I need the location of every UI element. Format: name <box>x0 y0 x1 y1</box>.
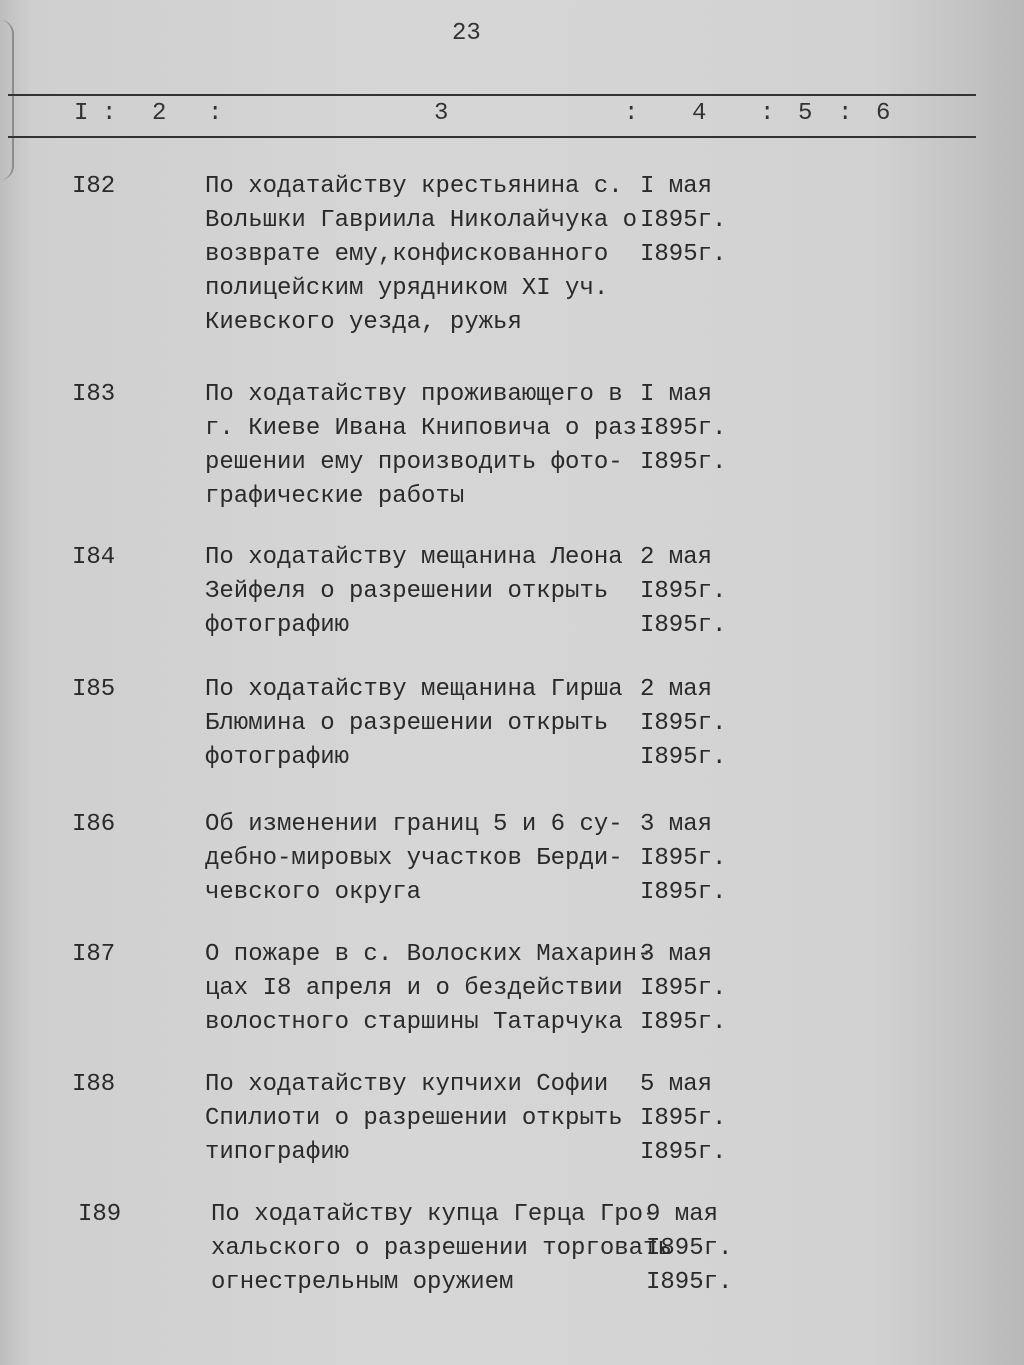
header-top-rule <box>8 94 976 96</box>
entry-number: I87 <box>72 941 116 968</box>
entry-description <box>211 1198 672 1300</box>
description-line: Блюмина о разрешении открыть <box>205 710 609 737</box>
date-line: I895г. <box>640 612 727 639</box>
date-line: 3 мая <box>640 941 713 968</box>
date-line: 3 мая <box>640 811 713 838</box>
description-line: Вольшки Гавриила Николайчука о <box>205 207 638 234</box>
description-line: Об изменении границ 5 и 6 су- <box>205 811 623 838</box>
entry-description <box>205 808 623 910</box>
description-line: полицейским урядником XI уч. <box>205 275 609 302</box>
column-separator: : <box>102 100 117 127</box>
date-line: 2 мая <box>640 544 713 571</box>
entry-dates <box>640 378 726 480</box>
description-line: типографию <box>205 1139 350 1166</box>
description-line: По ходатайству купца Герца Гро- <box>211 1201 658 1228</box>
entry-number: I85 <box>72 676 116 703</box>
date-line: I895г. <box>640 578 727 605</box>
entry-number: I86 <box>72 811 116 838</box>
date-line: 9 мая <box>646 1201 719 1228</box>
date-line: I мая <box>640 173 713 200</box>
description-line: г. Киеве Ивана Книповича о раз- <box>205 415 652 442</box>
description-line: графические работы <box>205 483 465 510</box>
description-line: волостного старшины Татарчука <box>205 1009 623 1036</box>
column-header: 4 <box>692 100 707 127</box>
date-line: I895г. <box>640 449 727 476</box>
date-line: I895г. <box>640 975 727 1002</box>
entry-description <box>205 673 623 775</box>
date-line: I895г. <box>640 845 727 872</box>
column-header: 3 <box>434 100 449 127</box>
description-line: Киевского уезда, ружья <box>205 309 522 336</box>
date-line: I895г. <box>640 879 727 906</box>
entry-dates <box>640 808 726 910</box>
description-line: По ходатайству крестьянина с. <box>205 173 623 200</box>
entry-dates <box>646 1198 732 1300</box>
column-header: 6 <box>876 100 891 127</box>
column-separator: : <box>624 100 639 127</box>
entry-description <box>205 170 637 340</box>
description-line: Спилиоти о разрешении открыть <box>205 1105 623 1132</box>
entry-number: I82 <box>72 173 116 200</box>
entry-dates <box>640 938 726 1040</box>
description-line: По ходатайству купчихи Софии <box>205 1071 609 1098</box>
description-line: По ходатайству мещанина Леона <box>205 544 623 571</box>
column-header: I <box>74 100 89 127</box>
entry-number: I83 <box>72 381 116 408</box>
column-header: 5 <box>798 100 813 127</box>
page-number: 23 <box>452 20 481 47</box>
description-line: По ходатайству мещанина Гирша <box>205 676 623 703</box>
date-line: 5 мая <box>640 1071 713 1098</box>
entry-dates <box>640 541 726 643</box>
date-line: 2 мая <box>640 676 713 703</box>
description-line: цах I8 апреля и о бездействии <box>205 975 623 1002</box>
description-line: фотографию <box>205 612 350 639</box>
entry-dates <box>640 1068 726 1170</box>
date-line: I895г. <box>640 744 727 771</box>
entry-number: I84 <box>72 544 116 571</box>
description-line: огнестрельным оружием <box>211 1269 514 1296</box>
entry-number: I89 <box>78 1201 122 1228</box>
date-line: I895г. <box>646 1269 733 1296</box>
date-line: I895г. <box>640 1139 727 1166</box>
binding-edge <box>0 20 14 180</box>
entry-description <box>205 541 623 643</box>
description-line: дебно-мировых участков Берди- <box>205 845 623 872</box>
column-header: 2 <box>152 100 167 127</box>
date-line: I мая <box>640 381 713 408</box>
date-line: I895г. <box>640 1009 727 1036</box>
date-line: I895г. <box>646 1235 733 1262</box>
description-line: По ходатайству проживающего в <box>205 381 623 408</box>
entry-description <box>205 1068 623 1170</box>
description-line: решении ему производить фото- <box>205 449 623 476</box>
entry-dates <box>640 673 726 775</box>
entry-description <box>205 378 651 514</box>
description-line: возврате ему,конфискованного <box>205 241 609 268</box>
description-line: хальского о разрешении торговать <box>211 1235 672 1262</box>
date-line: I895г. <box>640 241 727 268</box>
column-separator: : <box>760 100 775 127</box>
description-line: Зейфеля о разрешении открыть <box>205 578 609 605</box>
description-line: фотографию <box>205 744 350 771</box>
date-line: I895г. <box>640 710 727 737</box>
column-separator: : <box>208 100 223 127</box>
date-line: I895г. <box>640 415 727 442</box>
entry-description <box>205 938 651 1040</box>
entry-dates <box>640 170 726 272</box>
header-bottom-rule <box>8 136 976 138</box>
description-line: О пожаре в с. Волоских Махарин- <box>205 941 652 968</box>
entry-number: I88 <box>72 1071 116 1098</box>
date-line: I895г. <box>640 207 727 234</box>
column-separator: : <box>838 100 853 127</box>
description-line: чевского округа <box>205 879 422 906</box>
date-line: I895г. <box>640 1105 727 1132</box>
